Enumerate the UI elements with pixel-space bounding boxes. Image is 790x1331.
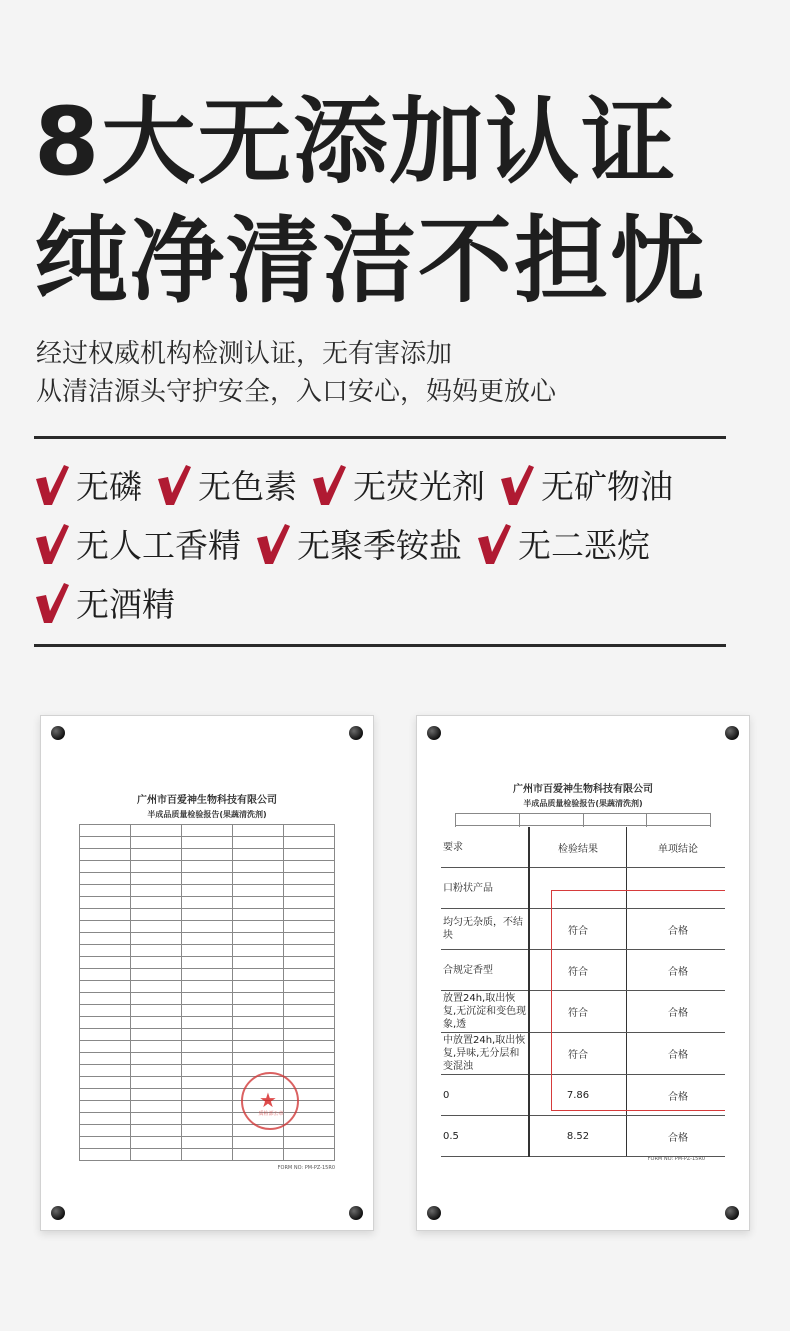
- report-cell: [284, 1137, 335, 1149]
- claim-item: [34, 579, 175, 626]
- report-cell: [284, 945, 335, 957]
- check-mark-icon: [499, 463, 535, 507]
- zoom-cell: 0: [441, 1075, 529, 1116]
- report-row: [80, 933, 335, 945]
- report-row: [80, 885, 335, 897]
- report-cell: [80, 993, 131, 1005]
- report-cell: [233, 885, 284, 897]
- zoom-cell: 放置24h,取出恢复,无沉淀和变色现象,透: [441, 991, 529, 1033]
- report-cell: [182, 981, 233, 993]
- report-cell: [284, 861, 335, 873]
- report-cell: [519, 814, 583, 826]
- report-row: [80, 825, 335, 837]
- company-name: 广州市百爱神生物科技有限公司: [137, 795, 277, 806]
- report-cell: [131, 837, 182, 849]
- report-cell: [80, 885, 131, 897]
- report-cell: [131, 933, 182, 945]
- report-cell: [182, 909, 233, 921]
- report-cell: [80, 1017, 131, 1029]
- zoom-cell: 中放置24h,取出恢复,异味,无分层和变混浊: [441, 1033, 529, 1075]
- report-cell: [233, 909, 284, 921]
- report-cell: [233, 897, 284, 909]
- report-row: [80, 849, 335, 861]
- report-cell: [284, 837, 335, 849]
- company-name: 广州市百爱神生物科技有限公司: [513, 784, 653, 795]
- report-cell: [233, 849, 284, 861]
- report-cell: [80, 825, 131, 837]
- claim-item: [311, 461, 485, 508]
- report-cell: [233, 1029, 284, 1041]
- report-cell: [182, 1041, 233, 1053]
- certificate-paper: [441, 744, 725, 1204]
- zoomed-results: [441, 827, 725, 1147]
- report-cell: [233, 921, 284, 933]
- report-row: [80, 1113, 335, 1125]
- report-cell: [284, 1149, 335, 1161]
- report-cell: [284, 909, 335, 921]
- report-title: 半成品质量检验报告(果蔬清洗剂): [523, 799, 643, 808]
- report-cell: [233, 981, 284, 993]
- certificate-frame-left: [40, 715, 374, 1231]
- report-cell: [80, 1101, 131, 1113]
- form-number: FORM NO: PM-PZ-15R0: [277, 1165, 335, 1171]
- zoom-cell: 0.5: [441, 1116, 529, 1157]
- report-row: [80, 945, 335, 957]
- report-row: [80, 873, 335, 885]
- report-row: [456, 814, 711, 826]
- report-cell: [131, 957, 182, 969]
- report-row: [80, 1053, 335, 1065]
- report-cell: [131, 1005, 182, 1017]
- zoom-row: [441, 1116, 725, 1157]
- certificate-frame-right: [416, 715, 750, 1231]
- claim-item: [34, 520, 241, 567]
- report-cell: [80, 1113, 131, 1125]
- report-row: [80, 861, 335, 873]
- report-row: [80, 1005, 335, 1017]
- divider-top: [34, 436, 726, 439]
- report-cell: [80, 1053, 131, 1065]
- report-cell: [233, 933, 284, 945]
- report-row: [80, 921, 335, 933]
- report-cell: [182, 849, 233, 861]
- report-cell: [182, 1113, 233, 1125]
- report-cell: [131, 825, 182, 837]
- report-cell: [80, 933, 131, 945]
- report-cell: [233, 873, 284, 885]
- report-cell: [233, 837, 284, 849]
- report-cell: [233, 969, 284, 981]
- report-cell: [131, 921, 182, 933]
- claim-label: 无矿物油: [541, 467, 673, 506]
- report-cell: [284, 957, 335, 969]
- report-cell: [80, 1005, 131, 1017]
- zoom-cell: 合格: [627, 1075, 726, 1116]
- report-cell: [80, 1065, 131, 1077]
- divider-bottom: [34, 644, 726, 647]
- zoom-cell: 检验结果: [529, 827, 627, 868]
- report-cell: [131, 1137, 182, 1149]
- report-cell: [284, 1005, 335, 1017]
- report-cell: [284, 885, 335, 897]
- report-cell: [131, 1089, 182, 1101]
- report-cell: [233, 1149, 284, 1161]
- claim-item: [499, 461, 673, 508]
- report-row: [80, 969, 335, 981]
- report-cell: [182, 969, 233, 981]
- report-cell: [233, 957, 284, 969]
- report-cell: [284, 1029, 335, 1041]
- pin-icon: [349, 1206, 363, 1220]
- certificate-paper: [65, 744, 349, 1204]
- report-row: [80, 957, 335, 969]
- report-cell: [80, 897, 131, 909]
- report-cell: [80, 981, 131, 993]
- report-cell: [131, 1113, 182, 1125]
- report-cell: [233, 1053, 284, 1065]
- report-cell: [182, 1029, 233, 1041]
- claim-label: 无二恶烷: [518, 526, 650, 565]
- report-cell: [182, 933, 233, 945]
- form-number: FORM NO: PM-PZ-15R0: [647, 1156, 705, 1162]
- report-cell: [284, 849, 335, 861]
- report-cell: [131, 873, 182, 885]
- report-cell: [233, 825, 284, 837]
- report-cell: [233, 993, 284, 1005]
- report-cell: [80, 861, 131, 873]
- report-cell: [131, 1149, 182, 1161]
- report-cell: [131, 1125, 182, 1137]
- check-mark-icon: [476, 522, 512, 566]
- report-cell: [131, 1101, 182, 1113]
- report-cell: [182, 1125, 233, 1137]
- report-cell: [80, 969, 131, 981]
- claim-label: 无聚季铵盐: [297, 526, 462, 565]
- report-cell: [131, 993, 182, 1005]
- claim-label: 无人工香精: [76, 526, 241, 565]
- zoom-cell: 8.52: [529, 1116, 627, 1157]
- report-cell: [80, 873, 131, 885]
- report-cell: [80, 837, 131, 849]
- report-cell: [80, 957, 131, 969]
- report-cell: [131, 885, 182, 897]
- zoom-cell: 均匀无杂质，不结块: [441, 909, 529, 950]
- report-cell: [80, 909, 131, 921]
- report-cell: [182, 825, 233, 837]
- report-cell: [284, 933, 335, 945]
- zoom-cell: 合规定香型: [441, 950, 529, 991]
- report-row: [80, 1065, 335, 1077]
- report-row: [80, 1077, 335, 1089]
- report-cell: [284, 1065, 335, 1077]
- report-cell: [182, 921, 233, 933]
- report-cell: [284, 981, 335, 993]
- report-cell: [80, 945, 131, 957]
- report-cell: [182, 897, 233, 909]
- report-cell: [131, 1017, 182, 1029]
- report-cell: [182, 957, 233, 969]
- red-seal-icon: ★ 质检部公章: [241, 1072, 299, 1130]
- report-cell: [284, 921, 335, 933]
- report-row: [80, 1125, 335, 1137]
- report-row: [80, 1041, 335, 1053]
- report-cell: [284, 1041, 335, 1053]
- report-cell: [284, 1053, 335, 1065]
- zoom-cell: 单项结论: [627, 827, 726, 868]
- report-cell: [80, 1041, 131, 1053]
- pin-icon: [725, 1206, 739, 1220]
- report-cell: [131, 849, 182, 861]
- zoom-cell: 符合: [529, 950, 627, 991]
- pin-icon: [427, 1206, 441, 1220]
- check-mark-icon: [156, 463, 192, 507]
- claim-label: 无荧光剂: [353, 467, 485, 506]
- report-cell: [131, 1041, 182, 1053]
- report-cell: [131, 1077, 182, 1089]
- claim-label: 无磷: [76, 467, 142, 506]
- report-row: [80, 837, 335, 849]
- report-cell: [182, 1065, 233, 1077]
- report-cell: [284, 1125, 335, 1137]
- report-row: [80, 1149, 335, 1161]
- claim-row: [34, 514, 734, 573]
- report-cell: [182, 993, 233, 1005]
- subtitle-line1: 经过权威机构检测认证，无有害添加: [36, 339, 453, 369]
- report-cell: [647, 814, 711, 826]
- zoom-header-row: [441, 827, 725, 868]
- report-cell: [182, 873, 233, 885]
- report-cell: [233, 1041, 284, 1053]
- report-cell: [182, 861, 233, 873]
- report-cell: [233, 945, 284, 957]
- report-cell: [284, 993, 335, 1005]
- zoom-cell: 符合: [529, 909, 627, 950]
- claim-row: [34, 455, 734, 514]
- report-cell: [284, 969, 335, 981]
- report-row: [80, 1137, 335, 1149]
- report-cell: [284, 873, 335, 885]
- report-cell: [182, 1017, 233, 1029]
- report-cell: [80, 1149, 131, 1161]
- report-cell: [182, 885, 233, 897]
- report-row: [80, 981, 335, 993]
- report-cell: [182, 945, 233, 957]
- subtitle-line2: 从清洁源头守护安全，入口安心，妈妈更放心: [36, 377, 557, 407]
- report-cell: [131, 969, 182, 981]
- report-cell: [131, 897, 182, 909]
- report-cell: [233, 1017, 284, 1029]
- report-row: [80, 909, 335, 921]
- check-mark-icon: [34, 522, 70, 566]
- report-cell: [131, 1053, 182, 1065]
- report-cell: [80, 1089, 131, 1101]
- claim-item: [34, 461, 142, 508]
- zoom-cell: 合格: [627, 991, 726, 1033]
- check-mark-icon: [255, 522, 291, 566]
- pin-icon: [725, 726, 739, 740]
- zoom-cell: 合格: [627, 1033, 726, 1075]
- report-row: [80, 993, 335, 1005]
- claim-item: [255, 520, 462, 567]
- claim-label: 无酒精: [76, 585, 175, 624]
- claim-label: 无色素: [198, 467, 297, 506]
- report-cell: [131, 945, 182, 957]
- report-cell: [182, 1101, 233, 1113]
- zoom-cell: 合格: [627, 950, 726, 991]
- claims-list: [34, 455, 734, 632]
- report-cell: [182, 1053, 233, 1065]
- headline-line1: 8大无添加认证: [34, 88, 678, 197]
- pin-icon: [349, 726, 363, 740]
- report-row: [80, 1029, 335, 1041]
- zoom-cell: 合格: [627, 1116, 726, 1157]
- highlight-box: [551, 890, 725, 1111]
- report-cell: [284, 897, 335, 909]
- report-cell: [182, 837, 233, 849]
- report-cell: [80, 921, 131, 933]
- report-cell: [182, 1005, 233, 1017]
- pin-icon: [51, 1206, 65, 1220]
- report-cell: [182, 1137, 233, 1149]
- claim-item: [476, 520, 650, 567]
- report-cell: [233, 1137, 284, 1149]
- check-mark-icon: [311, 463, 347, 507]
- report-cell: [131, 861, 182, 873]
- report-cell: [456, 814, 520, 826]
- report-cell: [233, 861, 284, 873]
- headline-line2: 纯净清洁不担忧: [34, 207, 707, 316]
- check-mark-icon: [34, 463, 70, 507]
- zoom-cell: 7.86: [529, 1075, 627, 1116]
- report-cell: [233, 1005, 284, 1017]
- report-cell: [583, 814, 647, 826]
- report-cell: [80, 1077, 131, 1089]
- report-cell: [182, 1149, 233, 1161]
- report-cell: [182, 1089, 233, 1101]
- pin-icon: [427, 726, 441, 740]
- report-row: [80, 1017, 335, 1029]
- zoom-cell: 合格: [627, 909, 726, 950]
- pin-icon: [51, 726, 65, 740]
- report-cell: [80, 1137, 131, 1149]
- zoom-cell: 口粉状产品: [441, 868, 529, 909]
- report-cell: [80, 849, 131, 861]
- zoom-cell: 要求: [441, 827, 529, 868]
- report-cell: [182, 1077, 233, 1089]
- report-cell: [131, 981, 182, 993]
- report-cell: [80, 1029, 131, 1041]
- zoom-cell: 符合: [529, 1033, 627, 1075]
- report-cell: [80, 1125, 131, 1137]
- report-cell: [131, 1065, 182, 1077]
- report-cell: [284, 825, 335, 837]
- report-cell: [131, 1029, 182, 1041]
- report-title: 半成品质量检验报告(果蔬清洗剂): [147, 810, 267, 819]
- zoom-cell: 符合: [529, 991, 627, 1033]
- report-cell: [284, 1017, 335, 1029]
- report-row: [80, 897, 335, 909]
- claim-item: [156, 461, 297, 508]
- report-cell: [131, 909, 182, 921]
- claim-row: [34, 573, 734, 632]
- check-mark-icon: [34, 581, 70, 625]
